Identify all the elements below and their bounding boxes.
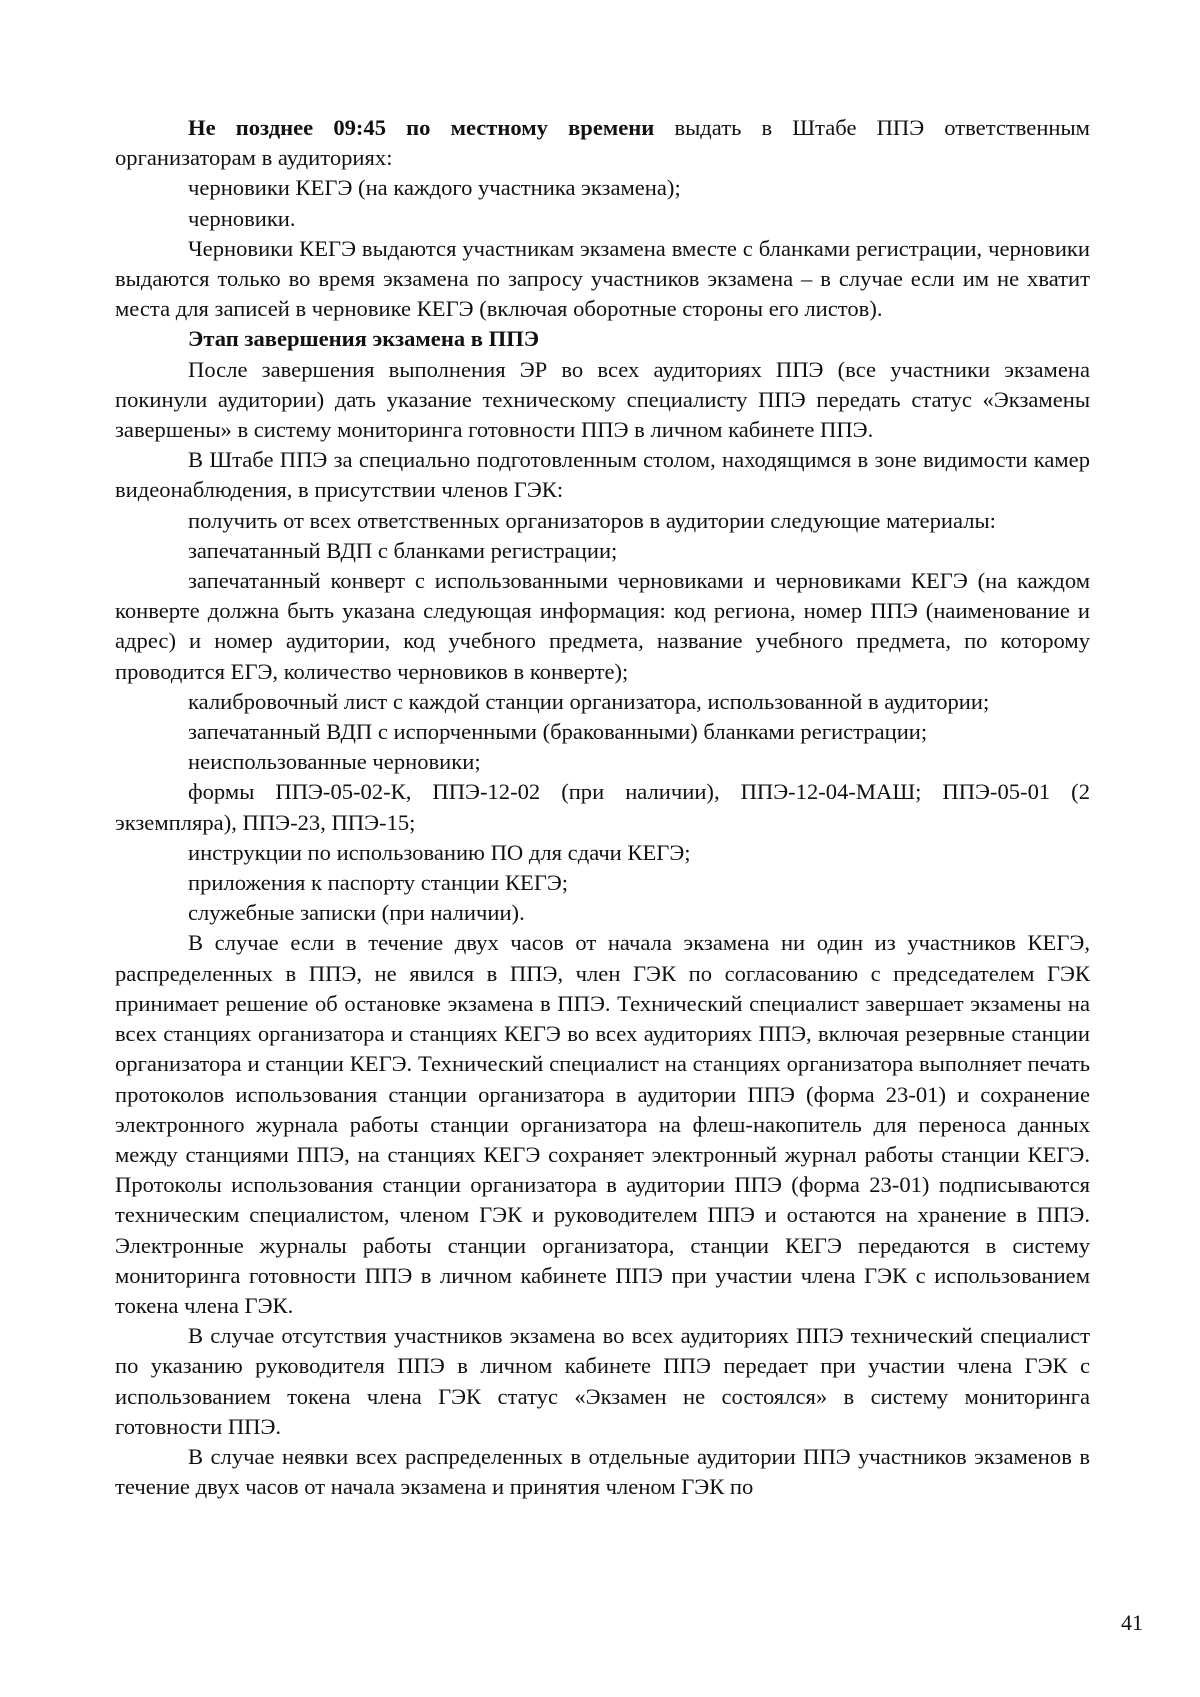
paragraph-text: выдать в Штабе ППЭ ответственным организаторам в аудиториях: bbox=[115, 115, 1090, 171]
list-item: запечатанный ВДП с испорченными (бракованными) бланками регистрации; bbox=[188, 719, 928, 745]
list-item: служебные записки (при наличии). bbox=[188, 900, 525, 926]
list-item: формы ППЭ-05-02-К, ППЭ-12-02 (при наличии), ППЭ-12-04-МАШ; ППЭ-05-01 (2 экземпляра), ППЭ-23, ППЭ-15; bbox=[115, 779, 1090, 835]
list-item: черновики КЕГЭ (на каждого участника экзамена); bbox=[188, 175, 681, 201]
paragraph: В случае неявки всех распределенных в отдельные аудитории ППЭ участников экзаменов в течение двух часов от начала экзамена и принятия членом ГЭК по bbox=[115, 1443, 1090, 1500]
list-item: черновики. bbox=[188, 205, 296, 231]
document-body bbox=[115, 113, 1090, 1502]
paragraph: В случае отсутствия участников экзамена во всех аудиториях ППЭ технический специалист по указанию руководителя ППЭ в личном кабинете ППЭ передает при участии члена ГЭК с использованием токена члена ГЭК статус «Экзамен не состоялся» в систему мониторинга готовности ППЭ. bbox=[115, 1323, 1090, 1439]
section-heading: Этап завершения экзамена в ППЭ bbox=[188, 326, 540, 352]
paragraph: После завершения выполнения ЭР во всех аудиториях ППЭ (все участники экзамена покинули аудитории) дать указание техническому специалисту ППЭ передать статус «Экзамены завершены» в систему мониторинга готовности ППЭ в личном кабинете ППЭ. bbox=[115, 356, 1090, 443]
page-number: 41 bbox=[1121, 1610, 1143, 1635]
paragraph: Черновики КЕГЭ выдаются участникам экзамена вместе с бланками регистрации, черновики выдаются только во время экзамена по запросу участников экзамена – в случае если им не хватит места для записей в черновике КЕГЭ (включая оборотные стороны его листов). bbox=[115, 235, 1090, 322]
list-item: запечатанный ВДП с бланками регистрации; bbox=[188, 537, 618, 563]
list-item: инструкции по использованию ПО для сдачи КЕГЭ; bbox=[188, 839, 691, 865]
list-item: получить от всех ответственных организаторов в аудитории следующие материалы: bbox=[188, 507, 996, 533]
deadline-bold-text: Не позднее 09:45 по местному времени bbox=[188, 115, 655, 140]
paragraph: В Штабе ППЭ за специально подготовленным столом, находящимся в зоне видимости камер видеонаблюдения, в присутствии членов ГЭК: bbox=[115, 447, 1090, 503]
list-item: калибровочный лист с каждой станции организатора, использованной в аудитории; bbox=[188, 688, 990, 714]
paragraph: В случае если в течение двух часов от начала экзамена ни один из участников КЕГЭ, распределенных в ППЭ, не явился в ППЭ, член ГЭК по согласованию с председателем ГЭК принимает решение об остановке экзамена в ППЭ. Технический специалист завершает экзамены на всех станциях организатора и станциях КЕГЭ во всех аудиториях ППЭ, включая резервные станции организатора и станции КЕГЭ. Технический специалист на станциях организатора выполняет печать протоколов использования станции организатора в аудитории ППЭ (форма 23-01) и сохранение электронного журнала работы станции организатора на флеш-накопитель для переноса данных между станциями ППЭ, на станциях КЕГЭ сохраняет электронный журнал работы станции КЕГЭ. Протоколы использования станции организатора в аудитории ППЭ (форма 23-01) подписываются техническим специалистом, членом ГЭК и руководителем ППЭ и остаются на хранение в ППЭ. Электронные журналы работы станции организатора, станции КЕГЭ передаются в систему мониторинга готовности ППЭ в личном кабинете ППЭ при участии члена ГЭК с использованием токена члена ГЭК. bbox=[115, 930, 1090, 1318]
paragraph-issue-drafts bbox=[115, 113, 1090, 173]
list-item: приложения к паспорту станции КЕГЭ; bbox=[188, 870, 569, 896]
list-item: неиспользованные черновики; bbox=[188, 749, 481, 775]
list-item: запечатанный конверт с использованными черновиками и черновиками КЕГЭ (на каждом конверте должна быть указана следующая информация: код региона, номер ППЭ (наименование и адрес) и номер аудитории, код учебного предмета, название учебного предмета, по которому проводится ЕГЭ, количество черновиков в конверте); bbox=[115, 568, 1090, 684]
